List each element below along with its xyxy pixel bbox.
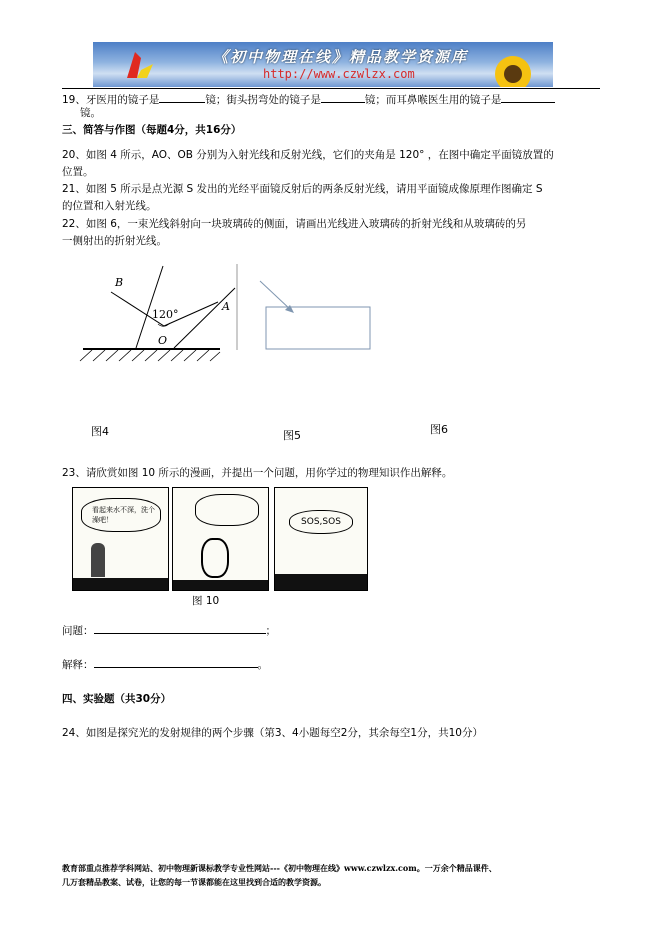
footer-line1: 教育部重点推荐学科网站、初中物理新课标教学专业性网站---《初中物理在线》www.czwlzx.com。一万余个精品课件、	[62, 863, 497, 873]
angle-label: 120°	[152, 308, 179, 321]
question-23: 23、请欣赏如图 10 所示的漫画，并提出一个问题，用你学过的物理知识作出解释。	[62, 467, 453, 479]
header-rule	[62, 88, 600, 89]
sos-bubble: SOS,SOS	[289, 510, 353, 534]
figure-4-5-diagram	[70, 260, 390, 370]
question-answer-line: 问题： ；	[62, 622, 276, 638]
question-21-line2: 的位置和入射光线。	[62, 200, 157, 212]
speech-bubble: 看起来水不深，洗个澡吧！	[81, 498, 161, 532]
comic-panel-3	[274, 487, 368, 591]
section-4-heading: 四、实验题（共30分）	[62, 693, 172, 705]
question-22-line2: 一侧射出的折射光线。	[62, 235, 167, 247]
footer-line2: 几万套精品教案、试卷，让您的每一节课都能在这里找到合适的教学资源。	[62, 877, 326, 887]
figure-4-caption: 图4	[91, 425, 109, 438]
header-banner	[93, 42, 553, 87]
label-b: B	[115, 276, 124, 289]
comic-strip	[72, 487, 368, 591]
section-3-heading: 三、简答与作图（每题4分，共16分）	[62, 124, 242, 136]
explanation-blank[interactable]	[94, 656, 258, 668]
question-20-line1: 20、如图 4 所示，AO、OB 分别为入射光线和反射光线，它们的夹角是 120° ，在图中确定平面镜放置的	[62, 149, 554, 161]
question-19-end: 镜。	[80, 107, 101, 119]
comic-panel-1	[72, 487, 169, 591]
question-blank[interactable]	[94, 622, 266, 634]
label-o: O	[158, 334, 168, 347]
question-22-line1: 22、如图 6，一束光线斜射向一块玻璃砖的侧面，请画出光线进入玻璃砖的折射光线和从玻璃砖的另	[62, 218, 527, 230]
explanation-answer-line: 解释： 。	[62, 656, 268, 672]
figure-6-caption: 图6	[430, 423, 448, 436]
banner-title: 《初中物理在线》精品教学资源库	[213, 48, 469, 66]
banner-url: http://www.czwlzx.com	[263, 67, 415, 81]
label-a: A	[222, 300, 230, 313]
figure-5-diagram	[260, 281, 370, 349]
sunflower-icon	[483, 52, 543, 87]
question-19: 19、牙医用的镜子是 镜；街头拐弯处的镜子是 镜；而耳鼻喉医生用的镜子是	[62, 91, 555, 107]
comic-panel-2	[172, 487, 269, 591]
question-20-line2: 位置。	[62, 166, 94, 178]
question-21-line1: 21、如图 5 所示是点光源 S 发出的光经平面镜反射后的两条反射光线，请用平面镜成像原理作图确定 S	[62, 183, 543, 195]
figure-10-caption: 图 10	[192, 595, 220, 607]
figure-5-caption: 图5	[283, 429, 301, 442]
logo-icon	[123, 50, 157, 82]
question-24: 24、如图是探究光的发射规律的两个步骤（第3、4小题每空2分，其余每空1分，共10分）	[62, 727, 483, 739]
figure-4-diagram	[80, 264, 237, 361]
